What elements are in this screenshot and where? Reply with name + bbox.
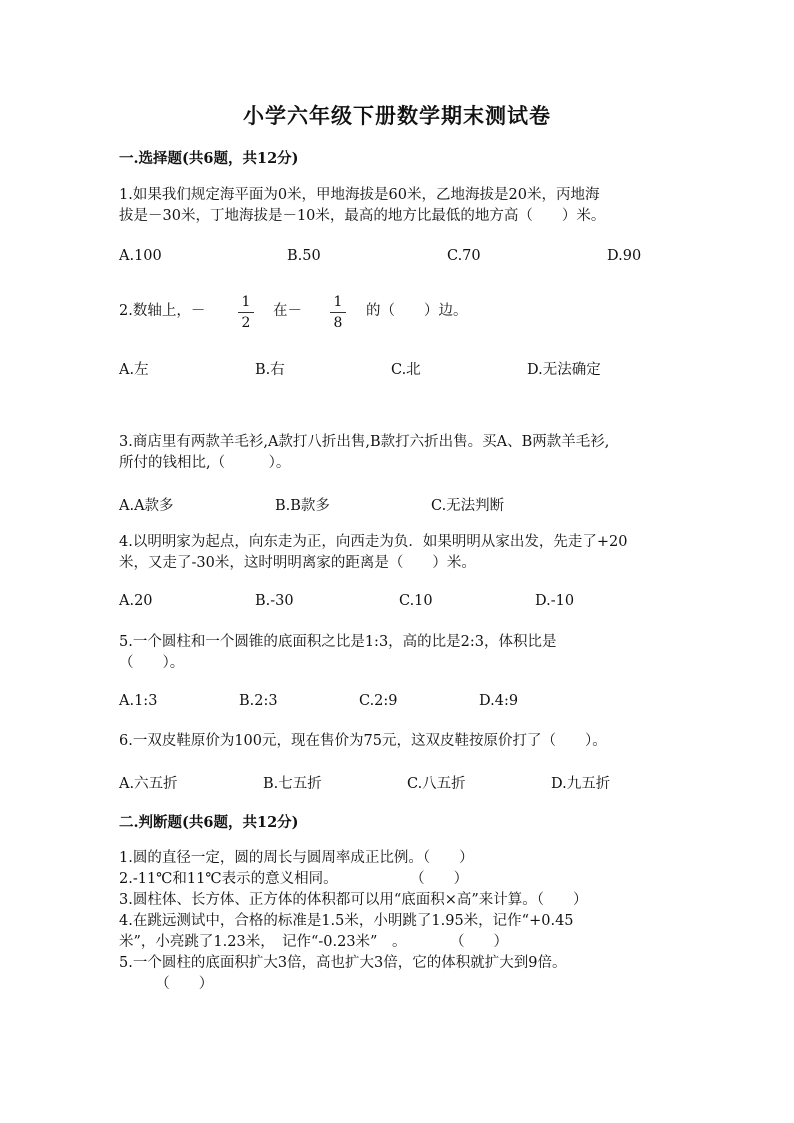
q3-option-b: B.B款多 <box>275 498 330 514</box>
judge-item-5-line-1: 5.一个圆柱的底面积扩大3倍，高也扩大3倍，它的体积就扩大到9倍。 <box>119 955 567 971</box>
q5-option-c: C.2:9 <box>359 693 398 709</box>
question-5-line-1: 5.一个圆柱和一个圆锥的底面积之比是1:3，高的比是2:3，体积比是 <box>119 634 557 650</box>
q4-option-d: D.-10 <box>535 593 575 609</box>
question-5 <box>119 632 679 674</box>
question-6-line-1: 6.一双皮鞋原价为100元，现在售价为75元，这双皮鞋按原价打了（ ）。 <box>119 733 607 749</box>
fraction-denominator: 2 <box>241 315 251 331</box>
section-heading-judge: 二.判断题(共6题，共12分) <box>119 814 299 831</box>
fraction-one-half <box>238 293 254 332</box>
question-3-line-2: 所付的钱相比,（ ）。 <box>119 455 291 471</box>
judge-item-3: 3.圆柱体、长方体、正方体的体积都可以用“底面积×高”来计算。（ ） <box>119 892 588 908</box>
fraction-bar <box>330 312 346 313</box>
fraction-numerator: 1 <box>333 294 343 310</box>
judge-item-4-line-2: 米”，小亮跳了1.23米， 记作“-0.23米” 。 （ ） <box>119 934 508 950</box>
fraction-bar <box>238 312 254 313</box>
q1-option-b: B.50 <box>287 248 321 264</box>
question-4-line-2: 米，又走了-30米，这时明明离家的距离是（ ）米。 <box>119 555 476 571</box>
q3-option-a: A.A款多 <box>119 498 174 514</box>
q2-option-c: C.北 <box>391 362 421 378</box>
q6-option-c: C.八五折 <box>407 776 466 792</box>
question-1 <box>119 185 679 227</box>
q2-option-a: A.左 <box>119 362 149 378</box>
page-title: 小学六年级下册数学期末测试卷 <box>243 103 551 128</box>
question-6 <box>119 731 699 752</box>
q5-option-d: D.4:9 <box>479 693 519 709</box>
q2-option-b: B.右 <box>255 362 285 378</box>
section-heading-choice: 一.选择题(共6题，共12分) <box>119 150 299 167</box>
question-2-suffix: 的（ ）边。 <box>366 303 468 319</box>
q5-option-b: B.2:3 <box>239 693 278 709</box>
question-3 <box>119 432 699 474</box>
question-5-line-2: （ ）。 <box>119 655 185 671</box>
question-2-middle: 在－ <box>273 303 302 319</box>
judge-item-4-line-1: 4.在跳远测试中，合格的标准是1.5米，小明跳了1.95米，记作“+0.45 <box>119 913 574 929</box>
judge-item-2: 2.-11℃和11℃表示的意义相同。 （ ） <box>119 871 469 887</box>
q1-option-d: D.90 <box>607 248 642 264</box>
question-4-line-1: 4.以明明家为起点，向东走为正，向西走为负．如果明明从家出发，先走了+20 <box>119 534 628 550</box>
fraction-denominator: 8 <box>333 315 343 331</box>
q6-option-a: A.六五折 <box>119 776 178 792</box>
q6-option-d: D.九五折 <box>551 776 611 792</box>
question-4 <box>119 532 699 574</box>
q3-option-c: C.无法判断 <box>431 498 505 514</box>
q1-option-a: A.100 <box>119 248 162 264</box>
q2-option-d: D.无法确定 <box>527 362 601 378</box>
q6-option-b: B.七五折 <box>263 776 322 792</box>
q4-option-b: B.-30 <box>255 593 294 609</box>
judge-item-5-line-2: （ ） <box>119 976 214 992</box>
question-1-line-2: 拔是－30米，丁地海拔是－10米，最高的地方比最低的地方高（ ）米。 <box>119 208 606 224</box>
q5-option-a: A.1:3 <box>119 693 158 709</box>
judge-item-1: 1.圆的直径一定，圆的周长与圆周率成正比例。（ ） <box>119 850 474 866</box>
fraction-numerator: 1 <box>241 294 251 310</box>
q4-option-a: A.20 <box>119 593 153 609</box>
fraction-one-eighth <box>330 293 346 332</box>
q1-option-c: C.70 <box>447 248 481 264</box>
q4-option-c: C.10 <box>399 593 433 609</box>
question-3-line-1: 3.商店里有两款羊毛衫,A款打八折出售,B款打六折出售。买A、B两款羊毛衫, <box>119 434 610 450</box>
question-1-line-1: 1.如果我们规定海平面为0米，甲地海拔是60米，乙地海拔是20米，丙地海 <box>119 187 600 203</box>
question-2-prefix: 2.数轴上，－ <box>119 303 206 319</box>
